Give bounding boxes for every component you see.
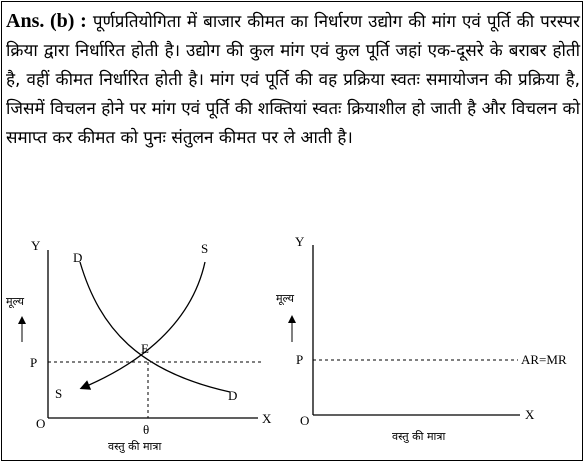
right-price-line-diagram: [276, 234, 567, 443]
demand-curve-top-label: D: [73, 250, 83, 265]
demand-curve-bottom-label: D: [228, 388, 238, 403]
left-price-label: P: [30, 355, 38, 370]
right-price-label: P: [296, 352, 304, 367]
answer-label: Ans. (b) :: [6, 10, 87, 32]
right-quantity-axis-label: वस्तु की मात्रा: [392, 430, 446, 443]
left-price-axis-label: मूल्य: [6, 295, 24, 308]
right-x-axis-label: X: [525, 407, 535, 422]
price-line-label: AR=MR: [521, 352, 567, 367]
answer-text: पूर्णप्रतियोगिता में बाजार कीमत का निर्धारण उद्योग की मांग एवं पूर्ति की परस्पर क्रिया द्वारा निर्धारित होती है। उद्योग की कुल मांग एवं कुल पूर्ति जहां एक-दूसरे के बराबर होती है, वहीं कीमत निर्धारित होती है। मांग एवं पूर्ति की वह प्रक्रिया स्वतः समायोजन की प्रक्रिया है, जिसमें विचलन होने पर मांग एवं पूर्ति की शक्तियां स्वतः क्रियाशील हो जाती है और विचलन को समाप्त कर कीमत को पुनः संतुलन कीमत पर ले आती है।: [6, 12, 581, 148]
supply-curve-top-label: S: [201, 241, 209, 256]
supply-curve: [82, 262, 205, 388]
equilibrium-point-label: E: [141, 341, 149, 356]
left-market-equilibrium-diagram: [6, 238, 272, 453]
right-price-axis-label: मूल्य: [276, 292, 294, 305]
supply-curve-bottom-label: S: [55, 386, 63, 401]
left-origin-label: O: [36, 416, 46, 431]
left-y-axis-label: Y: [31, 238, 41, 253]
right-y-axis-label: Y: [295, 234, 305, 249]
left-x-axis-label: X: [262, 411, 272, 426]
left-quantity-axis-label: वस्तु की मात्रा: [108, 440, 162, 453]
equilibrium-quantity-label: θ: [143, 422, 150, 437]
right-origin-label: O: [300, 413, 310, 428]
demand-curve: [80, 262, 230, 392]
